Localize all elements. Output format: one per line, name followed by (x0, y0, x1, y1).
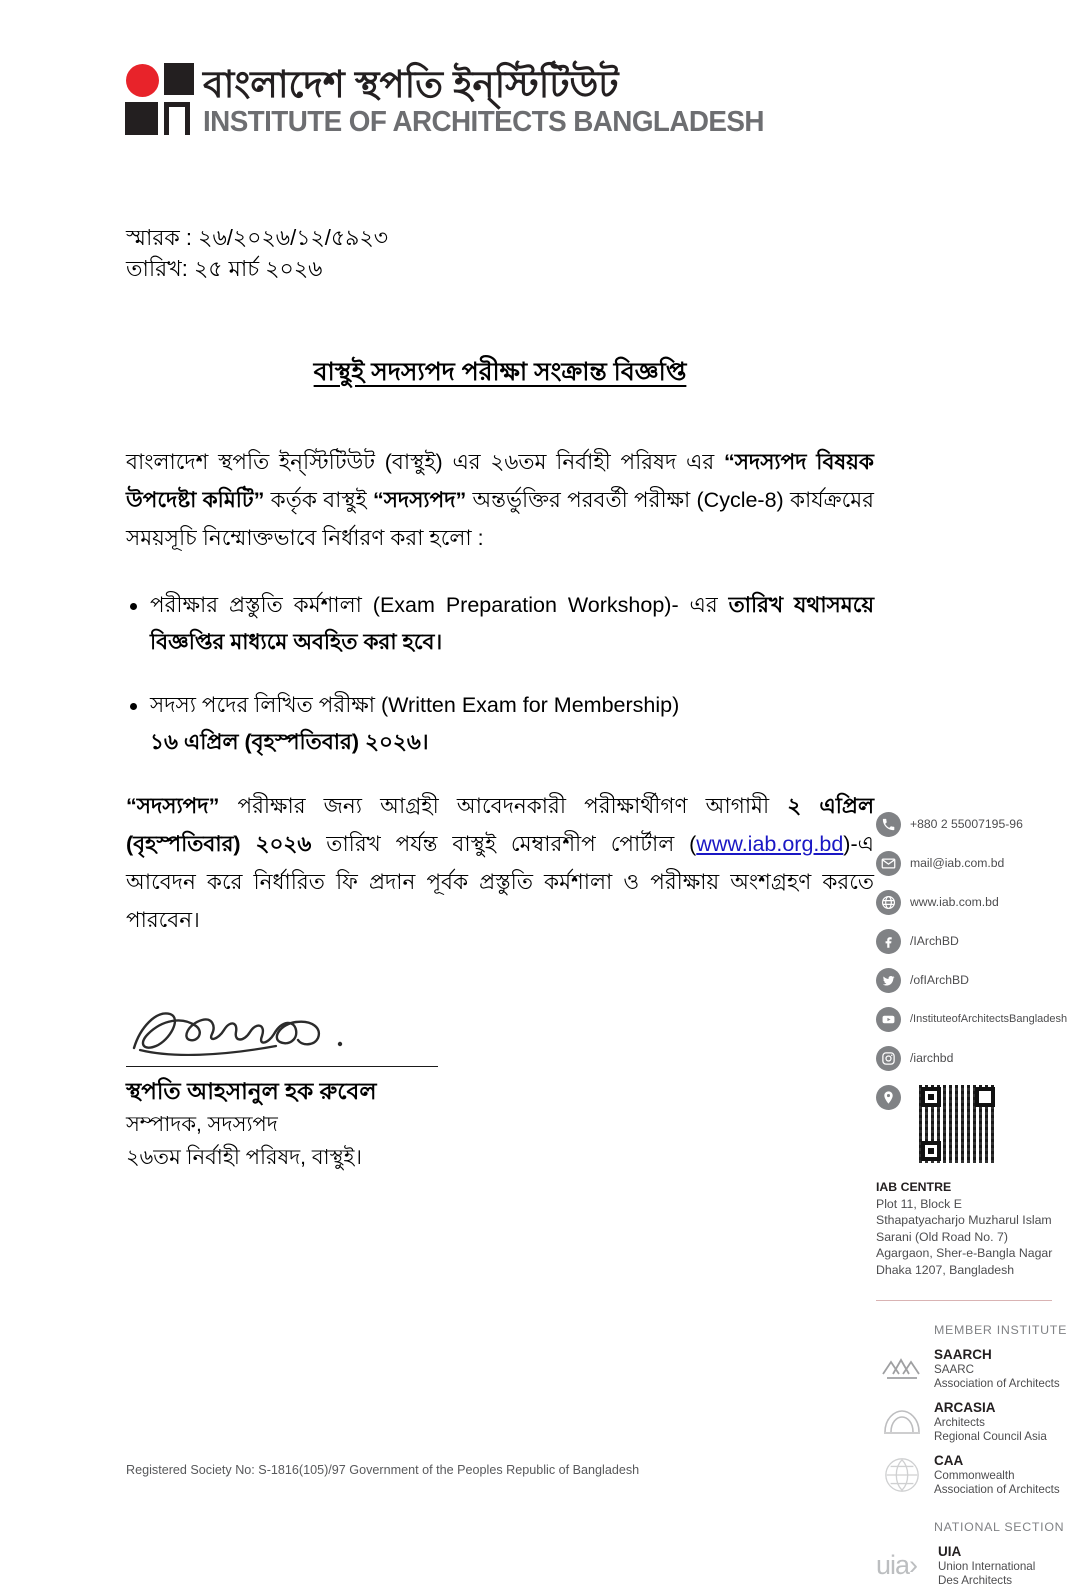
uia-logo-icon (876, 1546, 932, 1586)
logo-square-outline-icon (164, 102, 190, 135)
globe-icon (876, 890, 901, 915)
address-line-3: Sarani (Old Road No. 7) (876, 1229, 1076, 1246)
logo-bangla-name: বাংলাদেশ স্থপতি ইন্‌স্টিটিউট (203, 64, 787, 106)
saarch-logo-icon (876, 1349, 928, 1389)
contact-instagram-value: /iarchbd (910, 1051, 953, 1066)
caa-sub-1: Commonwealth (934, 1469, 1060, 1483)
qr-code[interactable] (919, 1085, 997, 1163)
logo-square-bottom-left-icon (125, 102, 158, 135)
bullet-2-text: সদস্য পদের লিখিত পরীক্ষা (Written Exam for Membership) (150, 693, 679, 717)
uia-sub-1: Union International (938, 1560, 1035, 1574)
contact-facebook[interactable] (876, 929, 1076, 954)
caa-logo-icon (876, 1455, 928, 1495)
signature-rule (126, 1066, 438, 1067)
logo-square-top-right-icon (164, 63, 194, 95)
bullet-1-bold: তারিখ যথাসময়ে বিজ্ঞপ্তির মাধ্যমে অবহিত করা হবে। (150, 593, 874, 654)
national-uia (876, 1544, 1076, 1587)
address-line-4: Agargaon, Sher-e-Bangla Nagar (876, 1245, 1076, 1262)
saarch-sub-1: SAARC (934, 1363, 1060, 1377)
bullet-1-text: পরীক্ষার প্রস্তুতি কর্মশালা (Exam Preparation Workshop)- এর (150, 593, 729, 617)
page-title: বাস্থুই সদস্যপদ পরীক্ষা সংক্রান্ত বিজ্ঞপ্তি (126, 352, 874, 395)
saarch-name: SAARCH (934, 1347, 1060, 1363)
signature-block (126, 1000, 446, 1174)
signature-icon (126, 1000, 386, 1062)
caa-sub-2: Association of Architects (934, 1483, 1060, 1497)
location-qr-row[interactable] (876, 1085, 1076, 1163)
arcasia-sub-1: Architects (934, 1416, 1047, 1430)
address-line-5: Dhaka 1207, Bangladesh (876, 1262, 1076, 1279)
intro-part-1: বাংলাদেশ স্থপতি ইন্‌স্টিটিউট (বাস্থুই) এর ২৬তম নির্বাহী পরিষদ এর (126, 450, 724, 474)
contact-twitter-value: /ofIArchBD (910, 973, 969, 988)
signatory-role-line-2: ২৬তম নির্বাহী পরিষদ, বাস্থুই। (126, 1141, 446, 1174)
intro-part-3: অন্তর্ভুক্তির পরবর্তী পরীক্ষা (Cycle-8) কার্যক্রমের সময়সূচি নিম্মোক্তভাবে নির্ধারণ করা হলো : (126, 488, 874, 550)
contact-instagram[interactable] (876, 1046, 1076, 1071)
twitter-icon (876, 968, 901, 993)
youtube-icon (876, 1007, 901, 1032)
office-address (876, 1179, 1076, 1278)
arcasia-logo-icon (876, 1402, 928, 1442)
national-section-heading: NATIONAL SECTION (934, 1520, 1076, 1534)
closing-part-2: তারিখ পর্যন্ত বাস্থুই মেম্বারশীপ পোর্টাল ( (311, 832, 696, 856)
member-arcasia (876, 1400, 1076, 1443)
uia-name: UIA (938, 1544, 1035, 1560)
registration-footer: Registered Society No: S-1816(105)/97 Government of the Peoples Republic of Bangladesh (126, 1463, 639, 1477)
intro-paragraph (126, 443, 874, 557)
closing-part-3: )-এ আবেদন করে নির্ধারিত ফি প্রদান পূর্বক প্রস্তুতি কর্মশালা ও পরীক্ষায় অংশগ্রহণ করতে পারবেন। (126, 832, 874, 932)
schedule-list (126, 587, 874, 761)
intro-bold-membership: “সদস্যপদ” (373, 488, 466, 512)
closing-bold-membership: “সদস্যপদ” (126, 794, 219, 818)
iab-portal-link[interactable]: www.iab.org.bd (696, 832, 843, 856)
logo-red-circle-icon (126, 64, 159, 97)
contact-youtube[interactable] (876, 1007, 1076, 1032)
intro-part-2: কর্তৃক বাস্থুই (264, 488, 373, 512)
arcasia-name: ARCASIA (934, 1400, 1047, 1416)
iab-logo-mark (124, 62, 194, 137)
sidebar-divider (876, 1300, 1052, 1301)
intro-bold-committee: “সদস্যপদ বিষয়ক উপদেষ্টা কমিটি” (126, 450, 874, 512)
location-pin-icon (876, 1085, 901, 1110)
handwritten-signature (126, 1000, 386, 1062)
signatory-name: স্থপতি আহসানুল হক রুবেল (126, 1074, 446, 1108)
contact-sidebar (876, 812, 1076, 1587)
facebook-icon (876, 929, 901, 954)
contact-phone-value: +880 2 55007195-96 (910, 817, 1023, 832)
caa-name: CAA (934, 1453, 1060, 1469)
closing-paragraph (126, 787, 874, 939)
contact-email-value: mail@iab.com.bd (910, 856, 1004, 871)
closing-bold-deadline: ২ এপ্রিল (বৃহস্পতিবার) ২০২৬ (126, 794, 874, 856)
memo-number: স্মারক : ২৬/২০২৬/১২/৫৯২৩ (126, 222, 874, 253)
memo-date: তারিখ: ২৫ মার্চ ২০২৬ (126, 253, 874, 284)
saarch-sub-2: Association of Architects (934, 1377, 1060, 1391)
signatory-role-line-1: সম্পাদক, সদস্যপদ (126, 1108, 446, 1141)
list-item (126, 687, 874, 761)
phone-icon (876, 812, 901, 837)
list-item (126, 587, 874, 661)
address-line-1: Plot 11, Block E (876, 1196, 1076, 1213)
closing-part-1: পরীক্ষার জন্য আগ্রহী আবেদনকারী পরীক্ষার্থীগণ আগামী (219, 794, 787, 818)
arcasia-sub-2: Regional Council Asia (934, 1430, 1047, 1444)
member-institute-heading: MEMBER INSTITUTE (934, 1323, 1076, 1337)
contact-facebook-value: /IArchBD (910, 934, 959, 949)
logo-english-name: INSTITUTE OF ARCHITECTS BANGLADESH (203, 107, 764, 138)
contact-youtube-value: /InstituteofArchitectsBangladesh (910, 1012, 1067, 1027)
address-title: IAB CENTRE (876, 1179, 1076, 1196)
document-body (126, 222, 874, 939)
contact-website[interactable] (876, 890, 1076, 915)
envelope-icon (876, 851, 901, 876)
letterhead-logo (124, 62, 787, 138)
uia-wordmark: uia› (876, 1550, 917, 1581)
member-caa (876, 1453, 1076, 1496)
instagram-icon (876, 1046, 901, 1071)
contact-twitter[interactable] (876, 968, 1076, 993)
contact-email[interactable] (876, 851, 1076, 876)
contact-website-value: www.iab.com.bd (910, 895, 999, 910)
address-line-2: Sthapatyacharjo Muzharul Islam (876, 1212, 1076, 1229)
uia-sub-2: Des Architects (938, 1574, 1035, 1587)
logo-wordmark (203, 62, 787, 138)
contact-phone[interactable] (876, 812, 1076, 837)
member-saarch (876, 1347, 1076, 1390)
bullet-2-bold: ১৬ এপ্রিল (বৃহস্পতিবার) ২০২৬। (150, 724, 874, 761)
